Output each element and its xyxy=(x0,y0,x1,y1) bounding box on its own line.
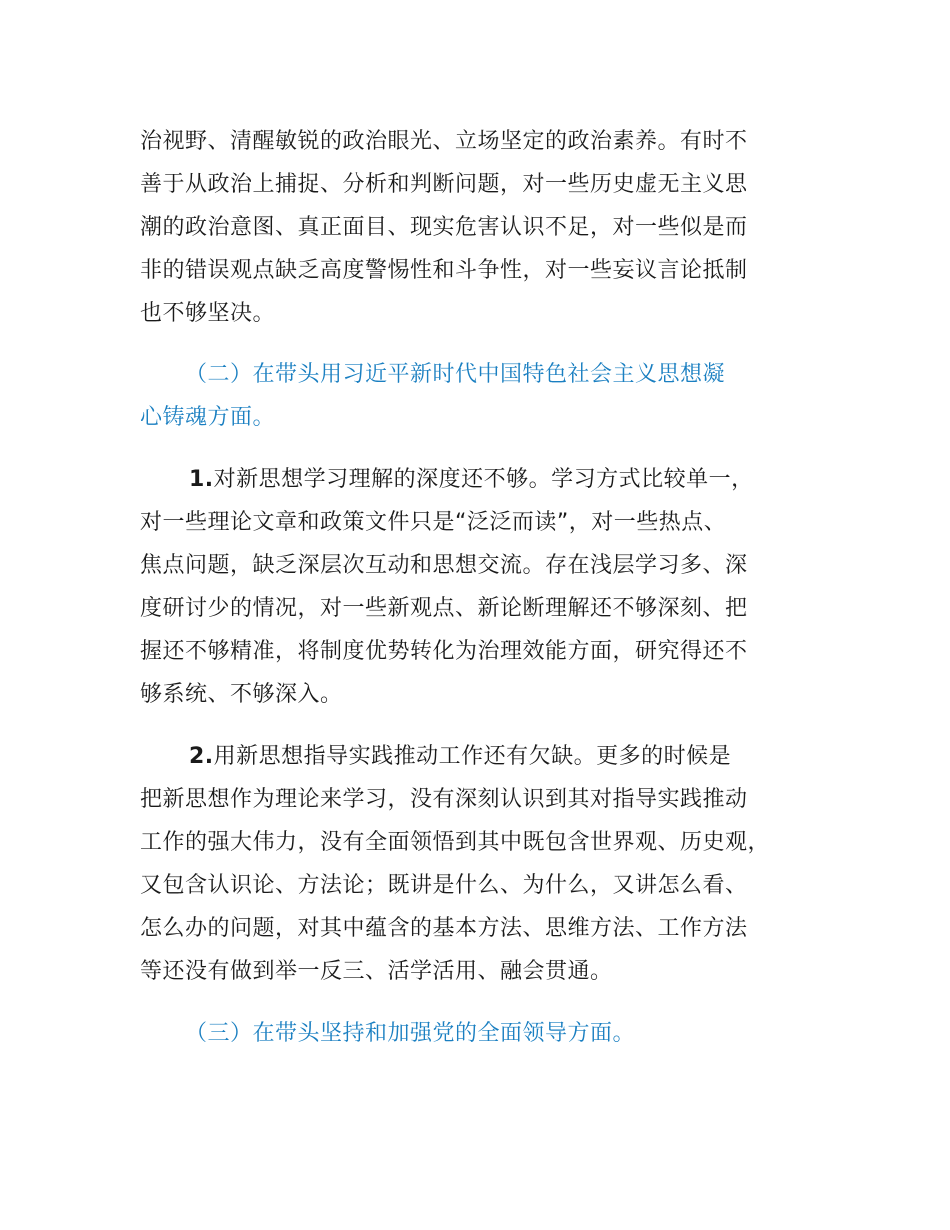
heading-line: 心铸魂方面。 xyxy=(140,405,276,430)
text-line: 够系统、不够深入。 xyxy=(140,682,343,707)
item-number: 1. xyxy=(189,467,214,492)
item-first-line xyxy=(189,742,731,772)
heading-line: （二）在带头用习近平新时代中国特色社会主义思想凝 xyxy=(185,362,726,387)
text-line: 非的错误观点缺乏高度警惕性和斗争性，对一些妄议言论抵制 xyxy=(140,258,748,283)
text-line: 怎么办的问题，对其中蕴含的基本方法、思维方法、工作方法 xyxy=(140,916,748,941)
text-line: 握还不够精准，将制度优势转化为治理效能方面，研究得还不 xyxy=(140,639,748,664)
text-line: 焦点问题，缺乏深层次互动和思想交流。存在浅层学习多、深 xyxy=(140,553,748,578)
item-text: 对新思想学习理解的深度还不够。学习方式比较单一， xyxy=(213,467,754,492)
item-first-line xyxy=(189,465,754,495)
text-line: 又包含认识论、方法论；既讲是什么、为什么，又讲怎么看、 xyxy=(140,873,748,898)
item-text: 用新思想指导实践推动工作还有欠缺。更多的时候是 xyxy=(213,744,732,769)
text-line: 把新思想作为理论来学习，没有深刻认识到其对指导实践推动 xyxy=(140,787,748,812)
text-line: 工作的强大伟力，没有全面领悟到其中既包含世界观、历史观， xyxy=(140,830,771,855)
text-line: 度研讨少的情况，对一些新观点、新论断理解还不够深刻、把 xyxy=(140,596,748,621)
text-line: 等还没有做到举一反三、活学活用、融会贯通。 xyxy=(140,959,613,984)
text-line: 潮的政治意图、真正面目、现实危害认识不足，对一些似是而 xyxy=(140,215,748,240)
text-line: 对一些理论文章和政策文件只是“泛泛而读”，对一些热点、 xyxy=(140,510,727,535)
text-line: 治视野、清醒敏锐的政治眼光、立场坚定的政治素养。有时不 xyxy=(140,129,748,154)
item-number: 2. xyxy=(189,744,214,769)
heading-line: （三）在带头坚持和加强党的全面领导方面。 xyxy=(185,1021,636,1046)
text-line: 也不够坚决。 xyxy=(140,301,276,326)
text-line: 善于从政治上捕捉、分析和判断问题，对一些历史虚无主义思 xyxy=(140,172,748,197)
